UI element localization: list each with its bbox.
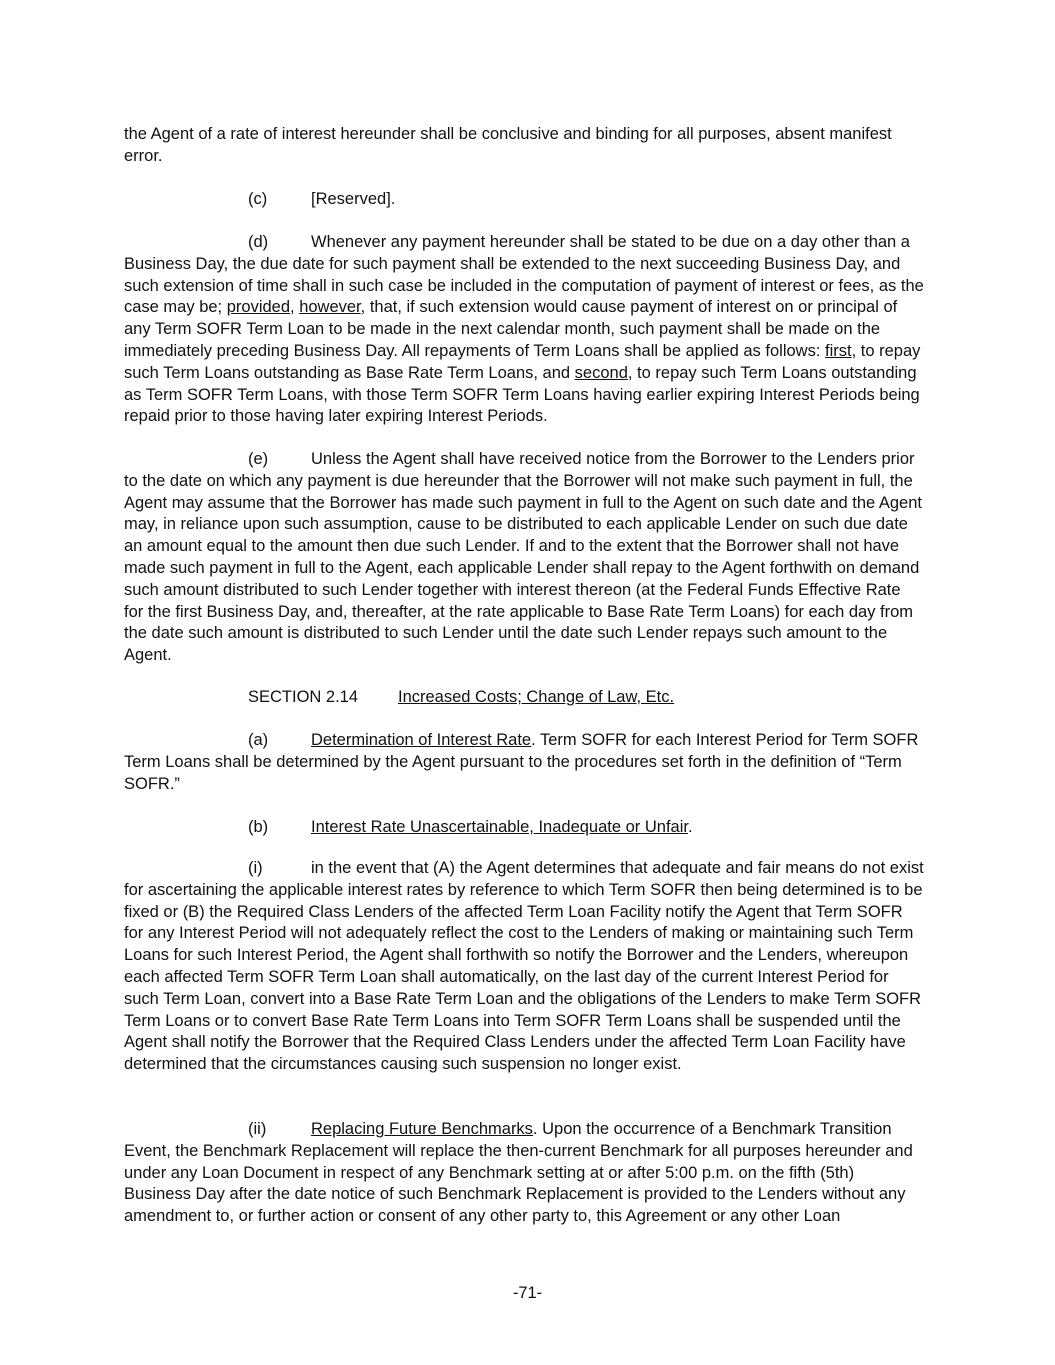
clause-ii-heading: Replacing Future Benchmarks [311, 1120, 533, 1138]
clause-d: (d) Whenever any payment hereunder shall be stated to be due on a day other than a Business Day, the due date for such payment shall be extended to the next succeeding Business Day, and such extension of time shall in such case be included in the computation of payment of interest or fees, as the case may be; provided, however, that, if such extension would cause payment of interest on or principal of any Term SOFR Term Loan to be made in the next calendar month, such payment shall be made on the immediately preceding Business Day. All repayments of Term Loans shall be applied as follows: first, to repay such Term Loans outstanding as Base Rate Term Loans, and second, to repay such Term Loans outstanding as Term SOFR Term Loans, with those Term SOFR Term Loans having earlier expiring Interest Periods being repaid prior to those having later expiring Interest Periods. [124, 233, 924, 426]
first-term: first [825, 341, 852, 360]
clause-b-label: (b) [248, 818, 269, 836]
clause-c [124, 189, 924, 211]
section-heading [248, 687, 674, 709]
top-paragraph: the Agent of a rate of interest hereunder shall be conclusive and binding for all purposes, absent manifest error. [124, 125, 892, 165]
page-number: -71- [512, 1284, 543, 1302]
clause-c-text: [Reserved]. [311, 190, 396, 208]
clause-e-text: Unless the Agent shall have received notice from the Borrower to the Lenders prior to the date on which any payment is due hereunder that the Borrower will not make such payment in full, the Agent may assume that the Borrower has made such payment in full to the Agent on such date and the Agent may, in reliance upon such assumption, cause to be distributed to each applicable Lender on such due date an amount equal to the amount then due such Lender. If and to the extent that the Borrower shall not have made such payment in full to the Agent, each applicable Lender shall repay to the Agent forthwith on demand such amount distributed to such Lender together with interest thereon (at the Federal Funds Effective Rate for the first Business Day, and, thereafter, at the rate applicable to Base Rate Term Loans) for each day from the date such amount is distributed to such Lender until the date such Lender repays such amount to the Agent. [124, 450, 922, 665]
clause-a-heading: Determination of Interest Rate [311, 731, 532, 749]
clause-i-label: (i) [248, 859, 263, 877]
clause-b: (b) Interest Rate Unascertainable, Inadequate or Unfair. [124, 817, 924, 839]
clause-e-label: (e) [248, 450, 269, 468]
clause-d-label: (d) [248, 233, 269, 251]
clause-c-label: (c) [248, 190, 268, 208]
second-term: second [574, 363, 628, 382]
clause-a-text: . Term SOFR for each Interest Period for Term SOFR Term Loans shall be determined by the Agent pursuant to the procedures set forth in the definition of “Term SOFR.” [124, 731, 919, 793]
clause-i [124, 858, 924, 1076]
clause-ii [124, 1119, 924, 1228]
clause-ii-label: (ii) [248, 1120, 267, 1138]
clause-a [124, 730, 924, 795]
however-term: however [299, 298, 361, 317]
clause-a-label: (a) [248, 731, 269, 749]
clause-b-heading: Interest Rate Unascertainable, Inadequate or Unfair [311, 818, 688, 836]
clause-ii-text: . Upon the occurrence of a Benchmark Transition Event, the Benchmark Replacement will replace the then-current Benchmark for all purposes hereunder and under any Loan Document in respect of any Benchmark setting at or after 5:00 p.m. on the fifth (5th) Business Day after the date notice of such Benchmark Replacement is provided to the Lenders without any amendment to, or further action or consent of any other party to, this Agreement or any other Loan [124, 1120, 913, 1226]
provided-term: provided [226, 298, 291, 317]
clause-e [124, 449, 924, 667]
clause-i-text: in the event that (A) the Agent determines that adequate and fair means do not exist for ascertaining the applicable interest rates by reference to which Term SOFR then being determined is to be fixed or (B) the Required Class Lenders of the affected Term Loan Facility notify the Agent that Term SOFR for any Interest Period will not adequately reflect the cost to the Lenders of making or maintaining such Term Loans for such Interest Period, the Agent shall forthwith so notify the Borrower and the Lenders, whereupon each affected Term SOFR Term Loan shall automatically, on the last day of the current Interest Period for such Term Loan, convert into a Base Rate Term Loan and the obligations of the Lenders to make Term SOFR Term Loans or to convert Base Rate Term Loans into Term SOFR Term Loans shall be suspended until the Agent shall notify the Borrower that the Required Class Lenders under the affected Term Loan Facility have determined that the circumstances causing such suspension no longer exist. [124, 859, 924, 1074]
section-title: Increased Costs; Change of Law, Etc. [398, 688, 675, 706]
section-number: SECTION 2.14 [248, 688, 359, 706]
